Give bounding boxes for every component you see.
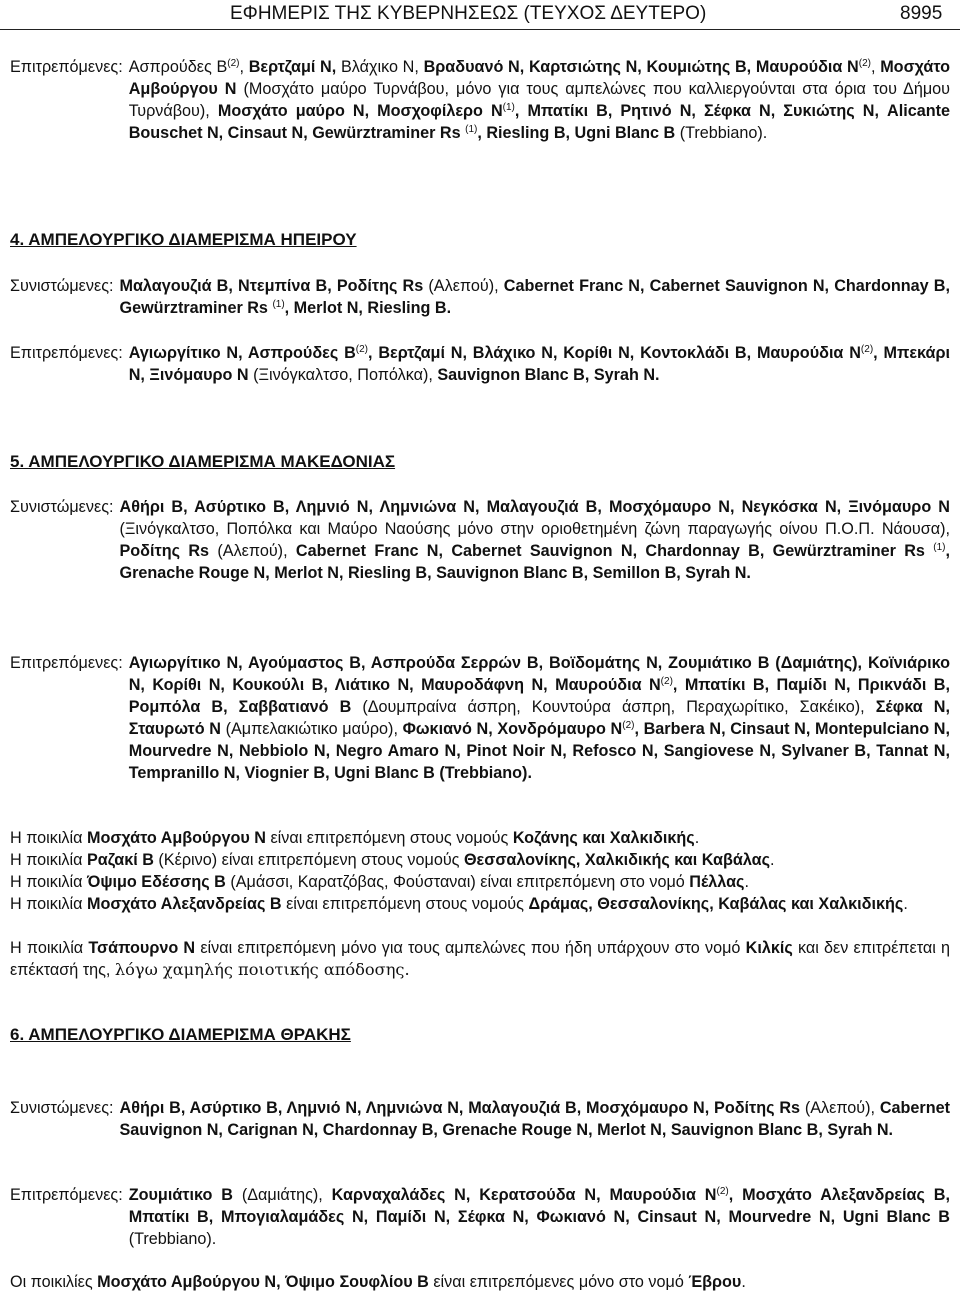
- note-tsapourno: Η ποικιλία Τσάπουρνο Ν είναι επιτρεπόμενη μόνο για τους αμπελώνες που ήδη υπάρχουν στο νομό Κιλκίς και δεν επιτρέπεται η επέκτασή της, λόγω χαμηλής ποιοτικής απόδοσης.: [10, 939, 951, 979]
- permitted-label: Επιτρεπόμενες:: [10, 344, 123, 362]
- permitted-label: Επιτρεπόμενες:: [10, 58, 123, 76]
- section-5-permitted: [10, 652, 950, 784]
- section-5-recommended: [10, 496, 950, 584]
- recommended-text: Αθήρι Β, Ασύρτικο Β, Λημνιό Ν, Λημνιώνα Ν, Μαλαγουζιά Β, Μοσχόμαυρο Ν, Νεγκόσκα Ν, Ξινόμαυρο Ν (Ξινόγκαλτσο, Ποπόλκα και Μαύρο Ναούσης μόνο στην οριοθετημένη ζώνη παραγωγής οίνου Π.Ο.Π. Νάουσα), Ροδίτης Rs (Αλεπού), Cabernet Franc N, Cabernet Sauvignon N, Chardonnay B, Gewürztraminer Rs $^{(1)}$, Grenache Rouge N, Merlot N, Riesling B, Sauvignon Blanc B, Semillon B, Syrah N.: [119, 498, 951, 582]
- page-header: [0, 0, 960, 30]
- permitted-label: Επιτρεπόμενες:: [10, 654, 123, 672]
- recommended-text: Μαλαγουζιά Β, Ντεμπίνα Β, Ροδίτης Rs (Αλεπού), Cabernet Franc N, Cabernet Sauvignon N, Chardonnay B, Gewürztraminer Rs $^{(1)}$, Merlot N, Riesling B.: [119, 277, 950, 317]
- section-4-heading: 4. ΑΜΠΕΛΟΥΡΓΙΚΟ ΔΙΑΜΕΡΙΣΜΑ ΗΠΕΙΡΟΥ: [10, 230, 357, 249]
- recommended-label: Συνιστώμενες:: [10, 1099, 114, 1117]
- recommended-label: Συνιστώμενες:: [10, 498, 114, 516]
- journal-title: ΕΦΗΜΕΡΙΣ ΤΗΣ ΚΥΒΕΡΝΗΣΕΩΣ (ΤΕΥΧΟΣ ΔΕΥΤΕΡΟ): [230, 3, 707, 24]
- section-6-heading: 6. ΑΜΠΕΛΟΥΡΓΙΚΟ ΔΙΑΜΕΡΙΣΜΑ ΘΡΑΚΗΣ: [10, 1025, 351, 1044]
- permitted-text: Αγιωργίτικο Ν, Αγούμαστος Β, Ασπρούδα Σερρών Β, Βοϊδομάτης Ν, Ζουμιάτικο Β (Δαμιάτης), Κοϊνιάρικο Ν, Κορίθι Ν, Κουκούλι Β, Λιάτικο Ν, Μαυροδάφνη Ν, Μαυρούδια $N^{(2)}$, Μπατίκι Β, Παμίδι Ν, Πρικνάδι Β, Ρομπόλα Β, Σαββατιανό Β (Δουμπραίνα άσπρη, Κουντούρα άσπρη, Περαχωρίτικο, Σακέικο), Σέφκα Ν, Σταυρωτό Ν (Αμπελακιώτικο μαύρο), Φωκιανό Ν, Χονδρόμαυρο $N^{(2)}$, Barbera N, Cinsaut N, Montepulciano N, Mourvedre N, Nebbiolo N, Negro Amaro N, Pinot Noir N, Refosco N, Sangiovese N, Sylvaner B, Tannat N, Tempranillo N, Viognier B, Ugni Blanc B (Trebbiano).: [128, 654, 950, 782]
- page-number: 8995: [900, 3, 943, 24]
- note-moschato-alexandrias: Η ποικιλία Μοσχάτο Αλεξανδρείας Β είναι επιτρεπόμενη στους νομούς Δράμας, Θεσσαλονίκης, Καβάλας και Χαλκιδικής.: [10, 895, 908, 913]
- recommended-text: Αθήρι Β, Ασύρτικο Β, Λημνιό Ν, Λημνιώνα Ν, Μαλαγουζιά Β, Μοσχόμαυρο Ν, Ροδίτης Rs (Αλεπού), Cabernet Sauvignon N, Carignan N, Chardonnay B, Grenache Rouge N, Merlot N, Sauvignon Blanc B, Syrah N.: [119, 1099, 950, 1139]
- section-4-permitted: [10, 342, 950, 386]
- permitted-label: Επιτρεπόμενες:: [10, 1186, 123, 1204]
- section-5-heading: 5. ΑΜΠΕΛΟΥΡΓΙΚΟ ΔΙΑΜΕΡΙΣΜΑ ΜΑΚΕΔΟΝΙΑΣ: [10, 452, 396, 471]
- section-4-recommended: [10, 275, 950, 319]
- recommended-label: Συνιστώμενες:: [10, 277, 114, 295]
- section-6-permitted: [10, 1184, 950, 1250]
- note-evros: Οι ποικιλίες Μοσχάτο Αμβούργου Ν, Όψιμο Σουφλίου Β είναι επιτρεπόμενες μόνο στο νομό Έβρου.: [10, 1273, 746, 1291]
- permitted-text: Ζουμιάτικο Β (Δαμιάτης), Καρναχαλάδες Ν, Κερατσούδα Ν, Μαυρούδια $N^{(2)}$, Μοσχάτο Αλεξανδρείας Β, Μπατίκι Β, Μπογιαλαμάδες Ν, Παμίδι Ν, Σέφκα Ν, Φωκιανό Ν, Cinsaut N, Mourvedre N, Ugni Blanc B (Trebbiano).: [128, 1186, 950, 1248]
- section-6-recommended: [10, 1097, 950, 1141]
- permitted-varieties-continued: [10, 56, 950, 144]
- note-moschato-amvourgou: Η ποικιλία Μοσχάτο Αμβούργου Ν είναι επιτρεπόμενη στους νομούς Κοζάνης και Χαλκιδικής.: [10, 829, 700, 847]
- permitted-text: Αγιωργίτικο Ν, Ασπρούδες $B^{(2)}$, Βερτζαμί Ν, Βλάχικο Ν, Κορίθι Ν, Κοντοκλάδι Β, Μαυρούδια $N^{(2)}$, Μπεκάρι Ν, Ξινόμαυρο Ν (Ξινόγκαλτσο, Ποπόλκα), Sauvignon Blanc B, Syrah N.: [128, 344, 950, 384]
- note-opsimo-edessis: Η ποικιλία Όψιμο Εδέσσης Β (Αμάσσι, Καρατζόβας, Φούσταναι) είναι επιτρεπόμενη στο νομό Πέλλας.: [10, 873, 749, 891]
- note-razaki: Η ποικιλία Ραζακί Β (Κέρινο) είναι επιτρεπόμενη στους νομούς Θεσσαλονίκης, Χαλκιδικής και Καβάλας.: [10, 851, 775, 869]
- permitted-text: Ασπρούδες $B^{(2)}$, Βερτζαμί Ν, Βλάχικο Ν, Βραδυανό Ν, Καρτσιώτης Ν, Κουμιώτης Β, Μαυρούδια $N^{(2)}$, Μοσχάτο Αμβούργου Ν (Μοσχάτο μαύρο Τυρνάβου, μόνο για τους αμπελώνες που καλλιεργούνται στα όρια του Δήμου Τυρνάβου), Μοσχάτο μαύρο Ν, Μοσχοφίλερο $N^{(1)}$, Μπατίκι Β, Ρητινό Ν, Σέφκα Ν, Συκιώτης Ν, Alicante Bouschet N, Cinsaut N, Gewürztraminer Rs $^{(1)}$, Riesling B, Ugni Blanc B (Trebbiano).: [128, 58, 950, 142]
